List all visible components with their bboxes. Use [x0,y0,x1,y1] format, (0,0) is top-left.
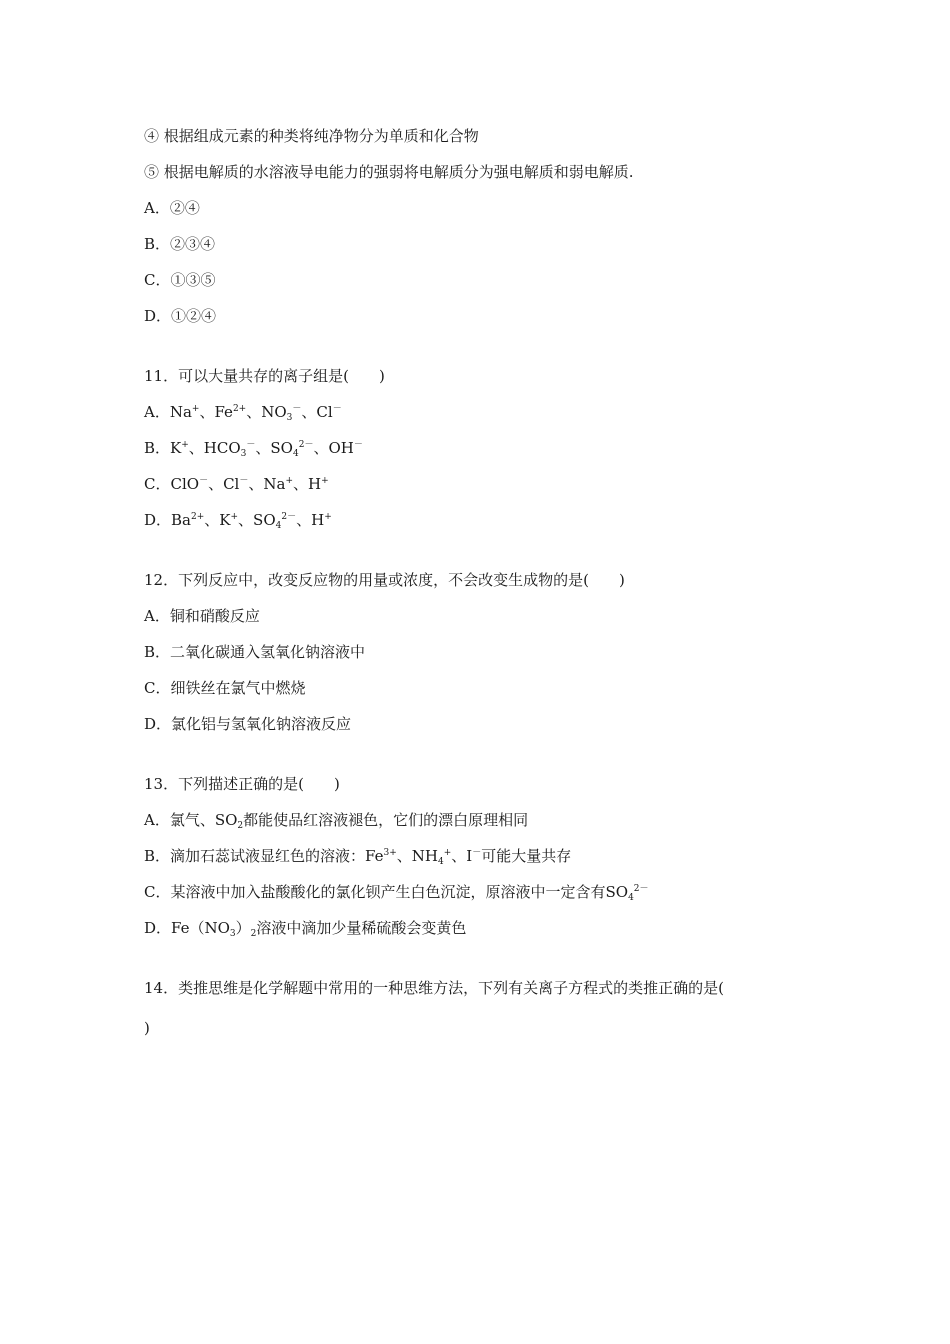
q10-option-d: D．①②④ [144,307,217,325]
intro-item-4: ④ 根据组成元素的种类将纯净物分为单质和化合物 [144,127,479,145]
q12-option-a: A．铜和硝酸反应 [144,607,260,625]
q14-stem-continued: ) [144,1019,150,1037]
q12-stem: 12．下列反应中，改变反应物的用量或浓度，不会改变生成物的是( ) [144,571,625,589]
q12-option-d: D．氯化铝与氢氧化钠溶液反应 [144,715,352,733]
q13-option-a: A．氯气、$SO_2$都能使品红溶液褪色，它们的漂白原理相同 [144,811,529,831]
q10-option-a: A．②④ [144,199,200,217]
q14-stem: 14．类推思维是化学解题中常用的一种思维方法，下列有关离子方程式的类推正确的是( [144,979,724,997]
q11-option-c: C．ClO－、Cl－、Na+、H+ [144,475,329,493]
q11-option-b: B．K+、$HCO_3^-$、$SO_4^{2-}$、OH－ [144,439,363,459]
q13-option-c: C．某溶液中加入盐酸酸化的氯化钡产生白色沉淀，原溶液中一定含有$SO_4^{2-}$ [144,883,649,903]
q11-stem: 11．可以大量共存的离子组是( ) [144,367,385,385]
q12-option-c: C．细铁丝在氯气中燃烧 [144,679,306,697]
q10-option-c: C．①③⑤ [144,271,216,289]
q12-option-b: B．二氧化碳通入氢氧化钠溶液中 [144,643,366,661]
q13-option-b: B．滴加石蕊试液显红色的溶液：$Fe^{3+}$、$NH_4^+$、I－可能大量共存 [144,847,572,867]
q11-option-a: A．Na+、$Fe^{2+}$、$NO_3^-$、Cl－ [144,403,342,423]
q11-option-d: D．$Ba^{2+}$、K+、$SO_4^{2-}$、H+ [144,511,332,531]
intro-item-5: ⑤ 根据电解质的水溶液导电能力的强弱将电解质分为强电解质和弱电解质. [144,163,634,181]
q13-option-d: D．$Fe(NO_3)_2$溶液中滴加少量稀硫酸会变黄色 [144,919,467,939]
q10-option-b: B．②③④ [144,235,216,253]
q13-stem: 13．下列描述正确的是( ) [144,775,340,793]
